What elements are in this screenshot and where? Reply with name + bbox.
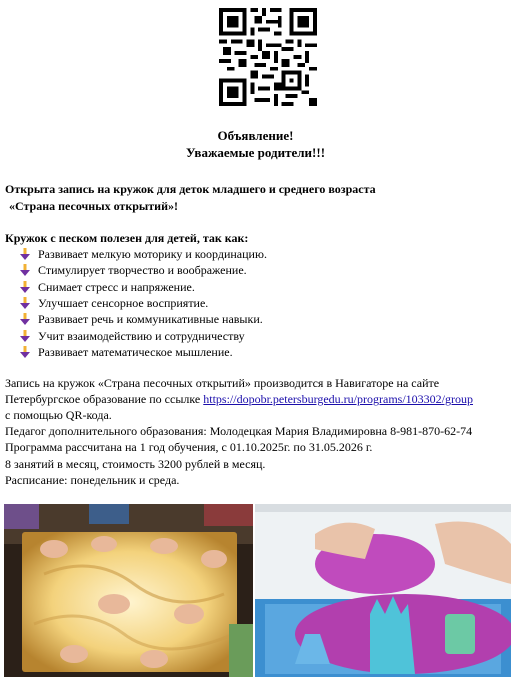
list-item: Развивает математическое мышление.: [18, 344, 267, 360]
enroll-link-line: Петербургское образование по ссылке https://dopobr.petersburgedu.ru/programs/103302/group: [5, 392, 473, 406]
arrow-bullet-icon: [18, 297, 32, 309]
list-item: Развивает мелкую моторику и координацию.: [18, 246, 267, 262]
qr-code-icon: [219, 8, 317, 106]
list-item: Стимулирует творчество и воображение.: [18, 262, 267, 278]
teacher-info: Педагог дополнительного образования: Молодецкая Мария Владимировна 8-981-870-62-74: [5, 424, 473, 438]
price-info: 8 занятий в месяц, стоимость 3200 рублей в месяц.: [5, 457, 266, 471]
club-name: «Страна песочных открытий»!: [9, 199, 179, 213]
qr-instruction: с помощью QR-кода.: [5, 408, 112, 422]
sand-table-photo: [4, 504, 253, 677]
navigator-link[interactable]: https://dopobr.petersburgedu.ru/programs/103302/group: [203, 392, 473, 406]
announcement-title: Объявление!: [217, 128, 294, 143]
list-item: Улучшает сенсорное восприятие.: [18, 295, 267, 311]
arrow-bullet-icon: [18, 330, 32, 342]
kinetic-sand-photo: [255, 504, 511, 677]
announcement-subtitle: Уважаемые родители!!!: [185, 145, 326, 160]
benefits-list: [18, 246, 267, 360]
list-item: Снимает стресс и напряжение.: [18, 279, 267, 295]
list-item: Развивает речь и коммуникативные навыки.: [18, 311, 267, 327]
arrow-bullet-icon: [18, 248, 32, 260]
schedule-info: Расписание: понедельник и среда.: [5, 473, 180, 487]
arrow-bullet-icon: [18, 264, 32, 276]
enroll-line: Запись на кружок «Страна песочных открытий» производится в Навигаторе на сайте: [5, 376, 440, 390]
program-duration: Программа рассчитана на 1 год обучения, с 01.10.2025г. по 31.05.2026 г.: [5, 440, 373, 454]
benefits-heading: Кружок с песком полезен для детей, так как:: [5, 231, 249, 245]
list-item: Учит взаимодействию и сотрудничеству: [18, 327, 267, 343]
arrow-bullet-icon: [18, 346, 32, 358]
arrow-bullet-icon: [18, 281, 32, 293]
intro-line: Открыта запись на кружок для деток младшего и среднего возраста: [5, 182, 376, 196]
arrow-bullet-icon: [18, 313, 32, 325]
